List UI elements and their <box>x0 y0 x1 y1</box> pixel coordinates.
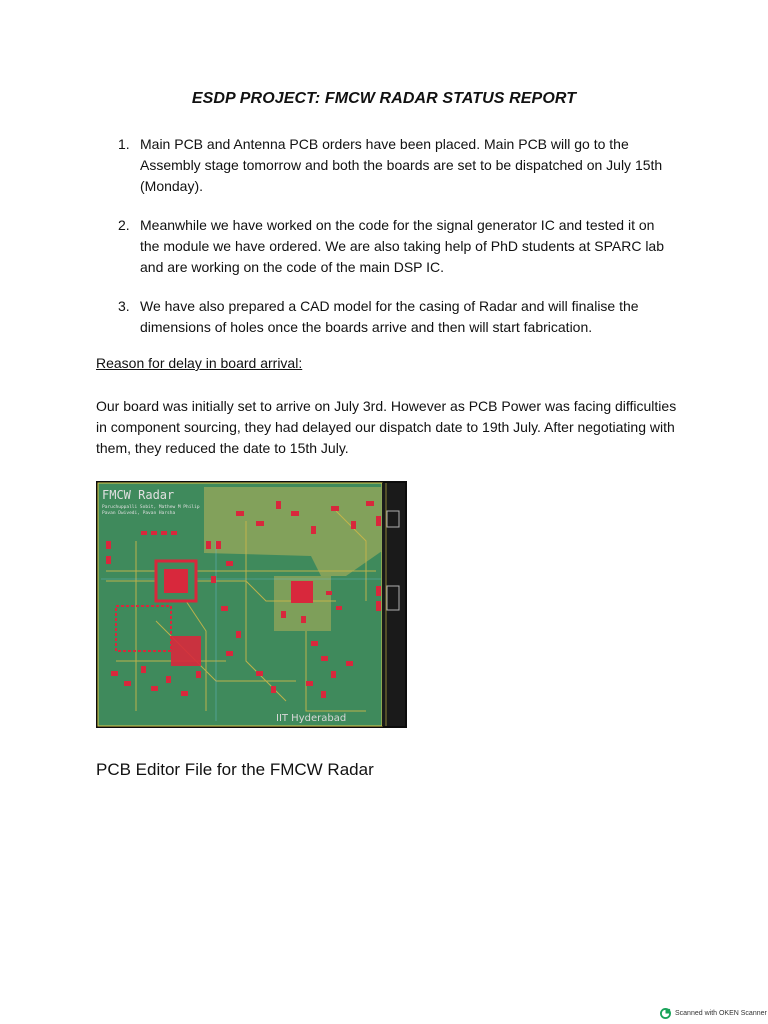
list-item <box>112 296 672 338</box>
list-item-number: 3. <box>118 298 130 314</box>
scanner-logo-icon <box>660 1008 671 1019</box>
pcb-layout-image <box>96 481 407 728</box>
reason-paragraph: Our board was initially set to arrive on July 3rd. However as PCB Power was facing difficulties in component sourcing, they had delayed our dispatch date to 19th July. After negotiating with them, they reduced the date to 15th July. <box>96 398 677 456</box>
scanner-watermark-text: Scanned with OKEN Scanner <box>675 1009 767 1017</box>
list-item-text: Main PCB and Antenna PCB orders have been placed. Main PCB will go to the Assembly stage tomorrow and both the boards are set to be dispatched on July 15th (Monday). <box>140 136 663 194</box>
pcb-board-footer: IIT Hyderabad <box>276 713 347 724</box>
list-item-number: 1. <box>118 136 130 152</box>
status-list <box>112 134 672 338</box>
reason-heading: Reason for delay in board arrival: <box>96 355 303 371</box>
pcb-board-authors-line1: Paruchuppalli Sobit, Mathew M Philip <box>102 505 200 510</box>
list-item <box>112 134 672 197</box>
list-item-text: We have also prepared a CAD model for the casing of Radar and will finalise the dimensions of holes once the boards arrive and then will start fabrication. <box>140 298 639 335</box>
list-item-text: Meanwhile we have worked on the code for the signal generator IC and tested it on the module we have ordered. We are also taking help of PhD students at SPARC lab and are working on the code of the main DSP IC. <box>140 217 665 275</box>
scanner-watermark <box>660 1006 767 1020</box>
pcb-board-title: FMCW Radar <box>102 488 175 502</box>
figure-caption: PCB Editor File for the FMCW Radar <box>96 760 374 779</box>
list-item <box>112 215 672 278</box>
list-item-number: 2. <box>118 217 130 233</box>
page-title: ESDP PROJECT: FMCW RADAR STATUS REPORT <box>191 90 577 107</box>
pcb-board-authors-line2: Pavan Dwivedi, Pavan Harsha <box>102 511 176 516</box>
